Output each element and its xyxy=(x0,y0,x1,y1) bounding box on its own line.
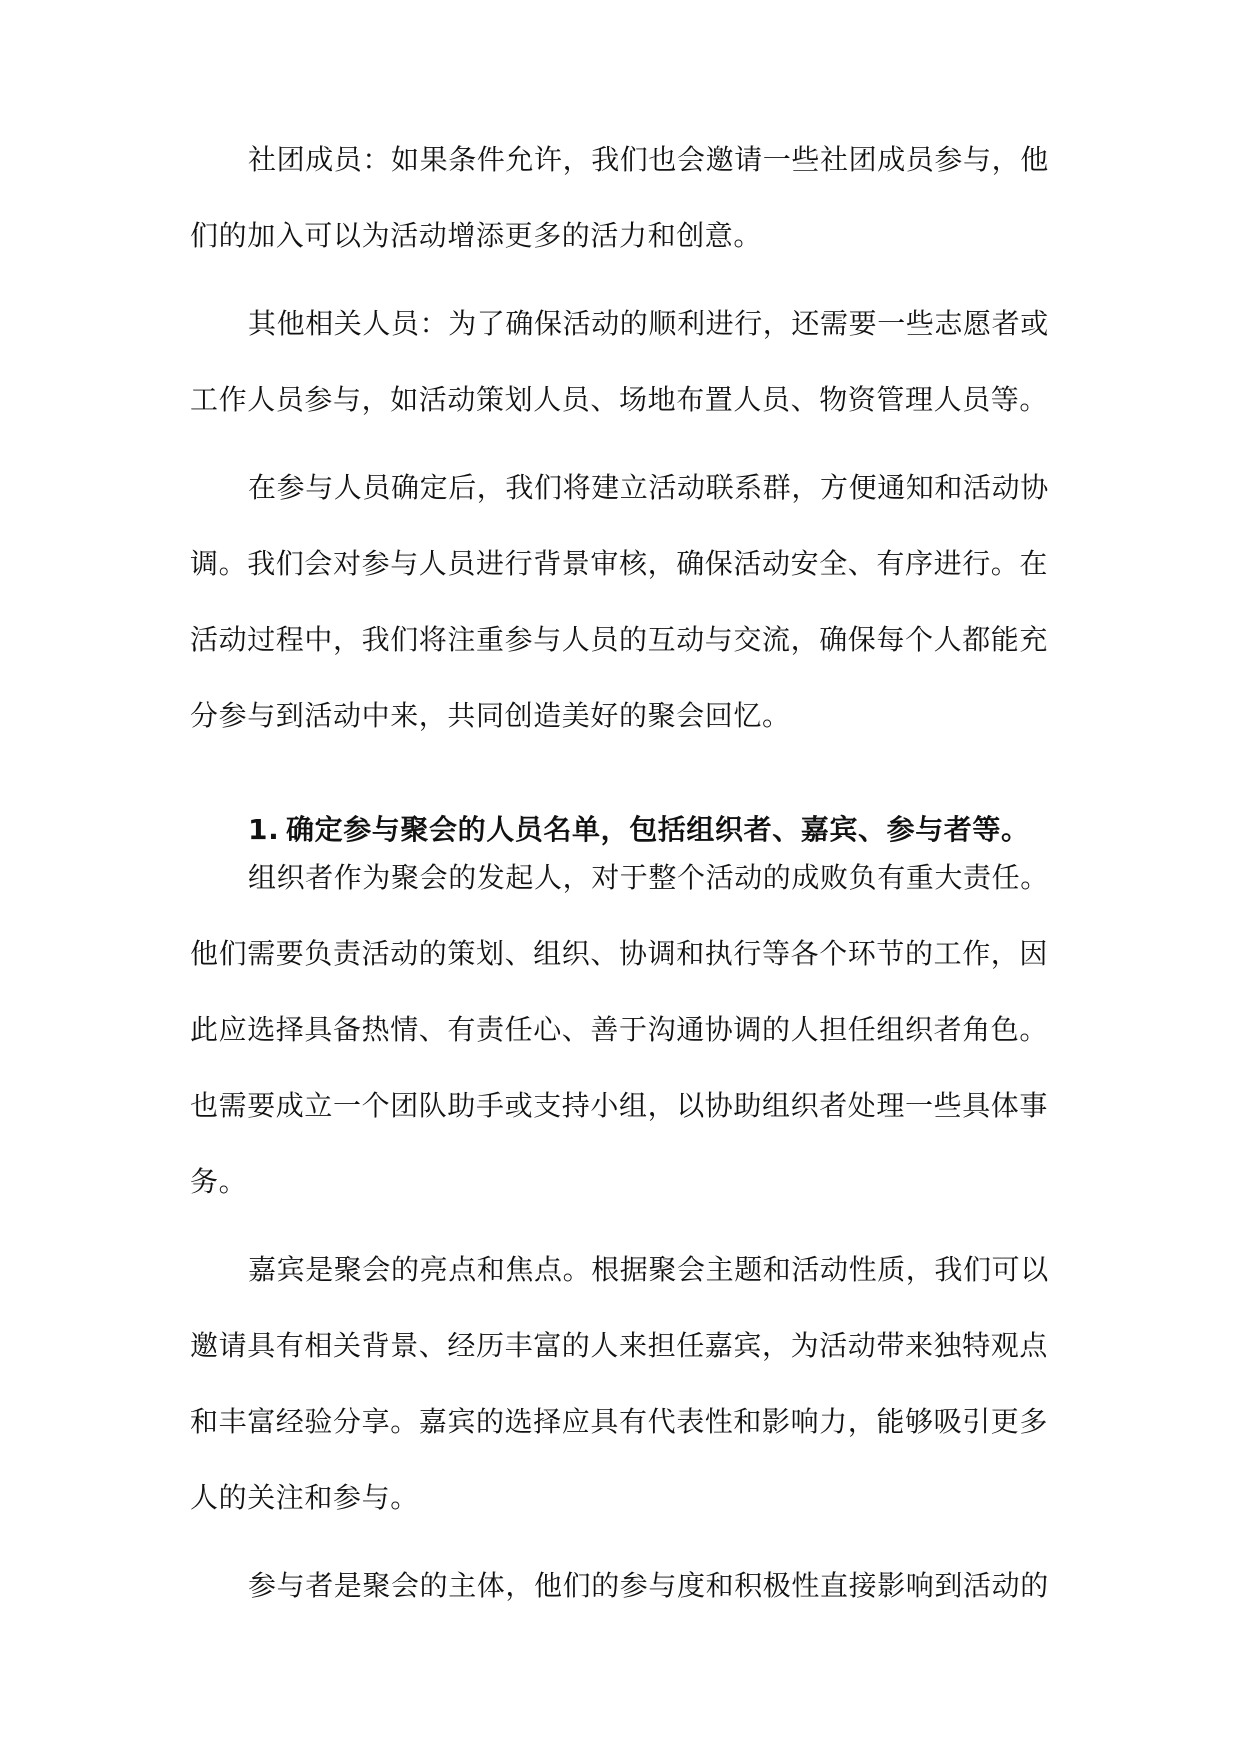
heading-text: 确定参与聚会的人员名单，包括组织者、嘉宾、参与者等。 xyxy=(286,813,1030,846)
text-line: 也需要成立一个团队助手或支持小组，以协助组织者处理一些具体事 xyxy=(190,1089,1049,1122)
text-line: 在参与人员确定后，我们将建立活动联系群，方便通知和活动协 xyxy=(248,471,1049,504)
text-line: 此应选择具备热情、有责任心、善于沟通协调的人担任组织者角色。 xyxy=(190,1013,1049,1046)
text-line: 调。我们会对参与人员进行背景审核，确保活动安全、有序进行。在 xyxy=(190,547,1049,580)
text-line: 活动过程中，我们将注重参与人员的互动与交流，确保每个人都能充 xyxy=(190,623,1049,656)
text-line: 邀请具有相关背景、经历丰富的人来担任嘉宾，为活动带来独特观点 xyxy=(190,1329,1049,1362)
paragraph-participants xyxy=(190,1569,1050,1648)
text-line: 社团成员：如果条件允许，我们也会邀请一些社团成员参与，他 xyxy=(248,143,1049,176)
text-line: 人的关注和参与。 xyxy=(190,1481,419,1514)
paragraph-club-members xyxy=(190,143,1050,298)
paragraph-guests xyxy=(190,1253,1050,1560)
section-heading xyxy=(190,813,1050,846)
text-line: 他们需要负责活动的策划、组织、协调和执行等各个环节的工作，因 xyxy=(190,937,1049,970)
text-line: 参与者是聚会的主体，他们的参与度和积极性直接影响到活动的 xyxy=(248,1569,1049,1602)
text-line: 们的加入可以为活动增添更多的活力和创意。 xyxy=(190,219,763,252)
paragraph-organizers xyxy=(190,861,1050,1244)
document-page xyxy=(190,143,1050,1660)
text-line: 其他相关人员：为了确保活动的顺利进行，还需要一些志愿者或 xyxy=(248,307,1049,340)
text-line: 和丰富经验分享。嘉宾的选择应具有代表性和影响力，能够吸引更多 xyxy=(190,1405,1049,1438)
paragraph-other-staff xyxy=(190,307,1050,462)
text-line: 务。 xyxy=(190,1165,248,1198)
text-line: 分参与到活动中来，共同创造美好的聚会回忆。 xyxy=(190,699,791,732)
text-line: 组织者作为聚会的发起人，对于整个活动的成败负有重大责任。 xyxy=(248,861,1049,894)
heading-number: 1. xyxy=(248,813,280,846)
paragraph-after-confirmation xyxy=(190,471,1050,778)
text-line: 嘉宾是聚会的亮点和焦点。根据聚会主题和活动性质，我们可以 xyxy=(248,1253,1049,1286)
text-line: 工作人员参与，如活动策划人员、场地布置人员、物资管理人员等。 xyxy=(190,383,1049,416)
